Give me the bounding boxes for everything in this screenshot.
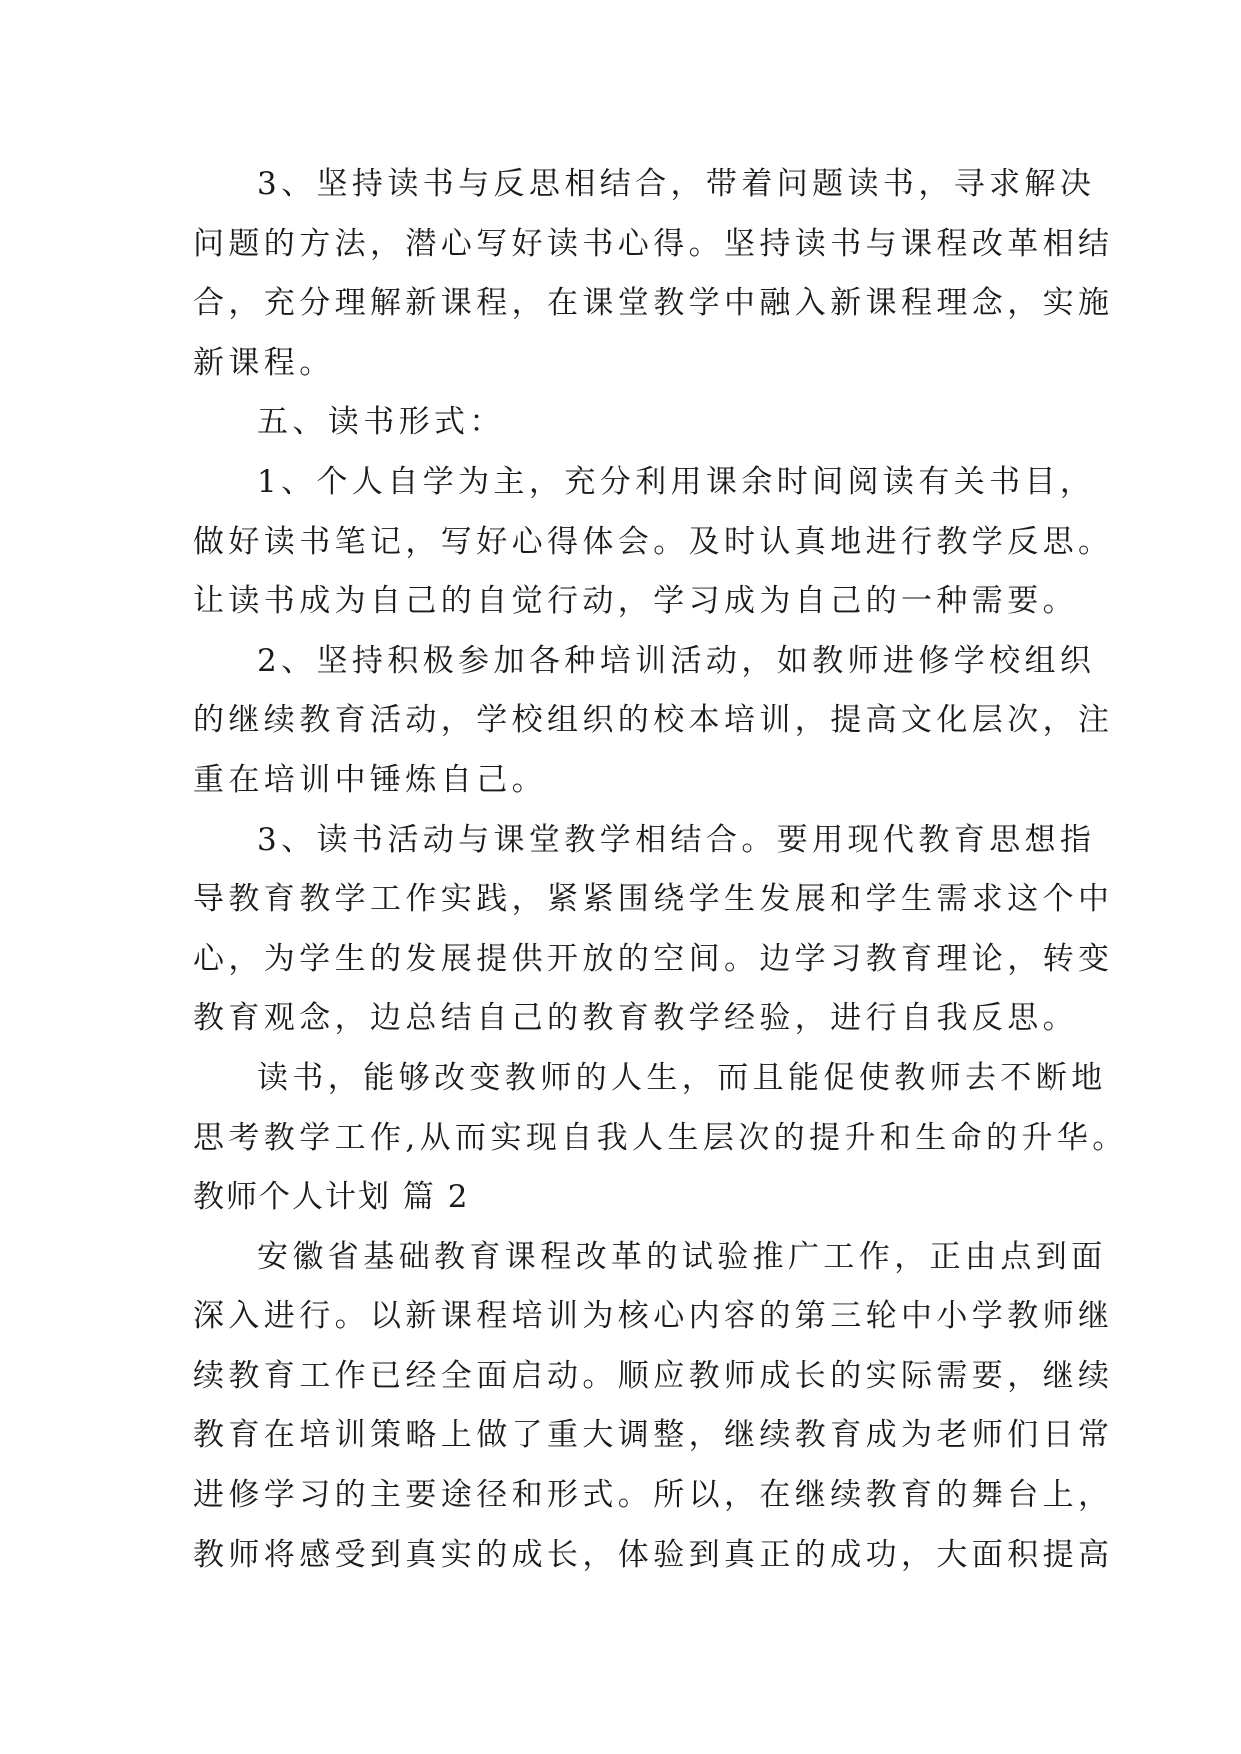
- text-line: 进修学习的主要途径和形式。所以，在继续教育的舞台上，: [193, 1477, 1114, 1514]
- text-line: 五、读书形式：: [257, 404, 505, 441]
- text-line: 安徽省基础教育课程改革的试验推广工作，正由点到面: [257, 1238, 1107, 1275]
- text-line: 教育在培训策略上做了重大调整，继续教育成为老师们日常: [193, 1417, 1114, 1454]
- text-line: 深入进行。以新课程培训为核心内容的第三轮中小学教师继: [193, 1298, 1114, 1335]
- text-line: 续教育工作已经全面启动。顺应教师成长的实际需要，继续: [193, 1357, 1114, 1394]
- text-line: 新课程。: [193, 344, 335, 381]
- text-line: 教师将感受到真实的成长，体验到真正的成功，大面积提高: [193, 1536, 1114, 1573]
- text-line: 导教育教学工作实践，紧紧围绕学生发展和学生需求这个中: [193, 881, 1114, 918]
- text-line: 做好读书笔记，写好心得体会。及时认真地进行教学反思。: [193, 523, 1114, 560]
- text-line: 1、个人自学为主，充分利用课余时间阅读有关书目，: [257, 463, 1096, 500]
- document-body: [193, 155, 1128, 1585]
- text-line: 3、读书活动与课堂教学相结合。要用现代教育思想指: [257, 821, 1096, 858]
- text-line: 让读书成为自己的自觉行动，学习成为自己的一种需要。: [193, 583, 1078, 620]
- section-heading: 教师个人计划 篇 2: [193, 1179, 470, 1216]
- text-line: 3、坚持读书与反思相结合，带着问题读书，寻求解决: [257, 166, 1096, 202]
- text-line: 合，充分理解新课程，在课堂教学中融入新课程理念，实施: [193, 285, 1114, 322]
- text-line: 的继续教育活动，学校组织的校本培训，提高文化层次，注: [193, 702, 1114, 739]
- text-line: 思考教学工作,从而实现自我人生层次的提升和生命的升华。: [193, 1119, 1128, 1156]
- text-line: 重在培训中锤炼自己。: [193, 761, 547, 798]
- text-line: 教育观念，边总结自己的教育教学经验，进行自我反思。: [193, 1000, 1078, 1037]
- text-line: 问题的方法，潜心写好读书心得。坚持读书与课程改革相结: [193, 225, 1114, 262]
- text-line: 心，为学生的发展提供开放的空间。边学习教育理论，转变: [193, 940, 1114, 977]
- text-line: 2、坚持积极参加各种培训活动，如教师进修学校组织: [257, 642, 1096, 679]
- text-line: 读书，能够改变教师的人生，而且能促使教师去不断地: [257, 1059, 1107, 1096]
